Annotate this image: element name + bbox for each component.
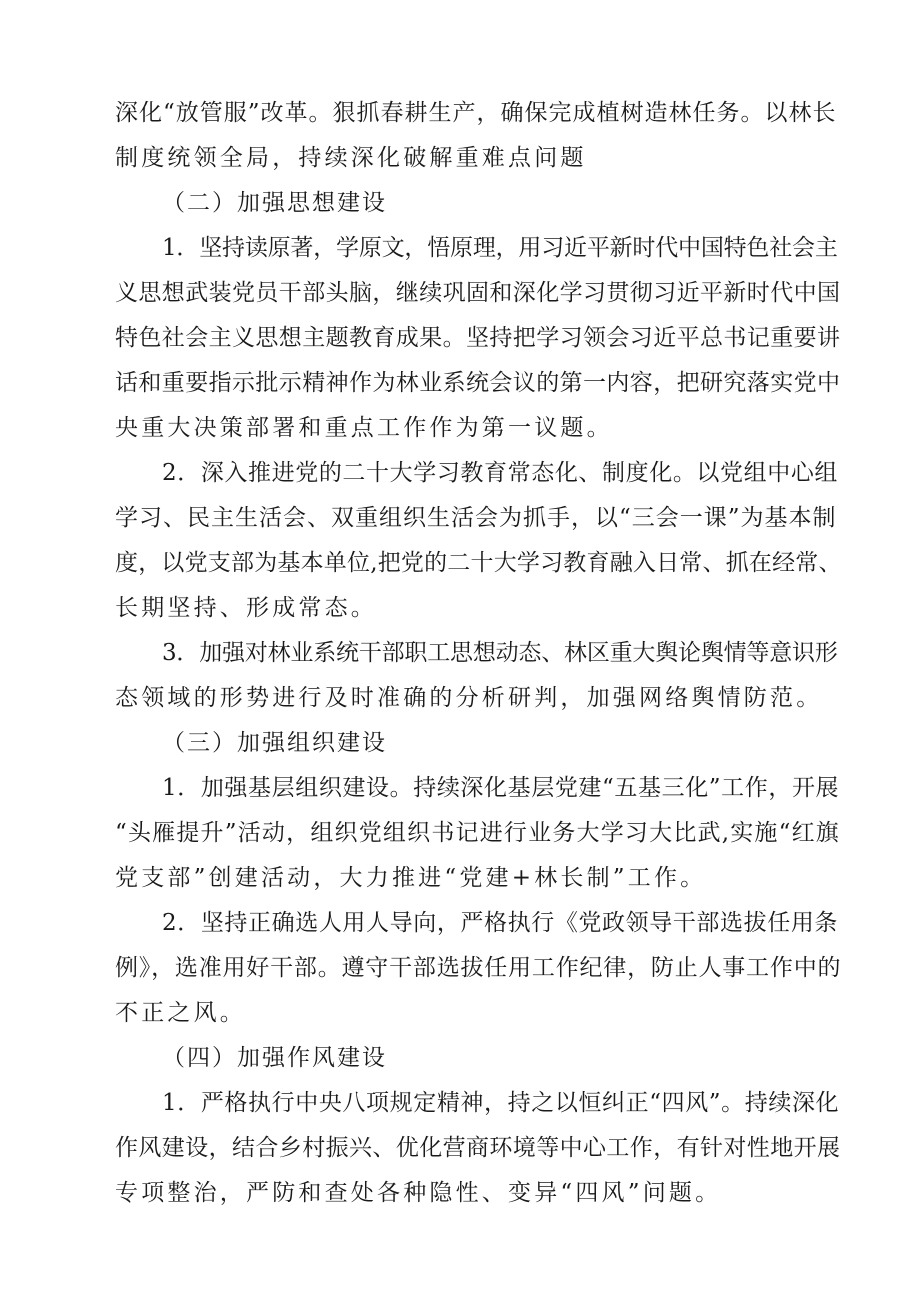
paragraph-line: 深化“放管服”改革。狠抓春耕生产，确保完成植树造林任务。以林长: [115, 100, 837, 126]
paragraph-line: 作风建设，结合乡村振兴、优化营商环境等中心工作，有针对性地开展: [115, 1135, 841, 1161]
paragraph-line: 央重大决策部署和重点工作作为第一议题。: [115, 415, 613, 441]
paragraph-line: 学习、民主生活会、双重组织生活会为抓手，以“三会一课”为基本制: [115, 505, 837, 531]
paragraph-line: 1．加强基层组织建设。持续深化基层党建“五基三化”工作，开展: [162, 775, 840, 801]
section-heading: （二）加强思想建设: [162, 190, 387, 216]
paragraph-line: 制度统领全局，持续深化破解重难点问题: [115, 145, 587, 171]
paragraph-line: 1．严格执行中央八项规定精神，持之以恒纠正“四风”。持续深化: [162, 1090, 840, 1116]
paragraph-line: 话和重要指示批示精神作为林业系统会议的第一内容，把研究落实党中: [115, 370, 841, 396]
paragraph-line: 长期坚持、形成常态。: [115, 595, 377, 621]
paragraph-line: 专项整治，严防和查处各种隐性、变异“四风”问题。: [115, 1180, 722, 1206]
paragraph-line: 义思想武装党员干部头脑，继续巩固和深化学习贯彻习近平新时代中国: [115, 280, 841, 306]
paragraph-line: 特色社会主义思想主题教育成果。坚持把学习领会习近平总书记重要讲: [115, 325, 841, 351]
paragraph-line: 2．深入推进党的二十大学习教育常态化、制度化。以党组中心组: [162, 460, 839, 486]
paragraph-line: 3．加强对林业系统干部职工思想动态、林区重大舆论舆情等意识形: [162, 640, 838, 666]
paragraph-line: 不正之风。: [115, 1000, 246, 1026]
paragraph-line: 1．坚持读原著，学原文，悟原理，用习近平新时代中国特色社会主: [162, 235, 838, 261]
paragraph-line: “头雁提升”活动，组织党组织书记进行业务大学习大比武,实施“红旗: [115, 820, 840, 846]
paragraph-line: 党支部”创建活动，大力推进“党建+林长制”工作。: [115, 865, 707, 891]
paragraph-line: 度，以党支部为基本单位,把党的二十大学习教育融入日常、抓在经常、: [115, 550, 842, 576]
section-heading: （四）加强作风建设: [162, 1045, 387, 1071]
paragraph-line: 2．坚持正确选人用人导向，严格执行《党政领导干部选拔任用条: [162, 910, 839, 936]
paragraph-line: 态领域的形势进行及时准确的分析研判，加强网络舆情防范。: [115, 685, 823, 711]
paragraph-line: 例》，选准用好干部。遵守干部选拔任用工作纪律，防止人事工作中的: [115, 955, 842, 981]
section-heading: （三）加强组织建设: [162, 730, 387, 756]
